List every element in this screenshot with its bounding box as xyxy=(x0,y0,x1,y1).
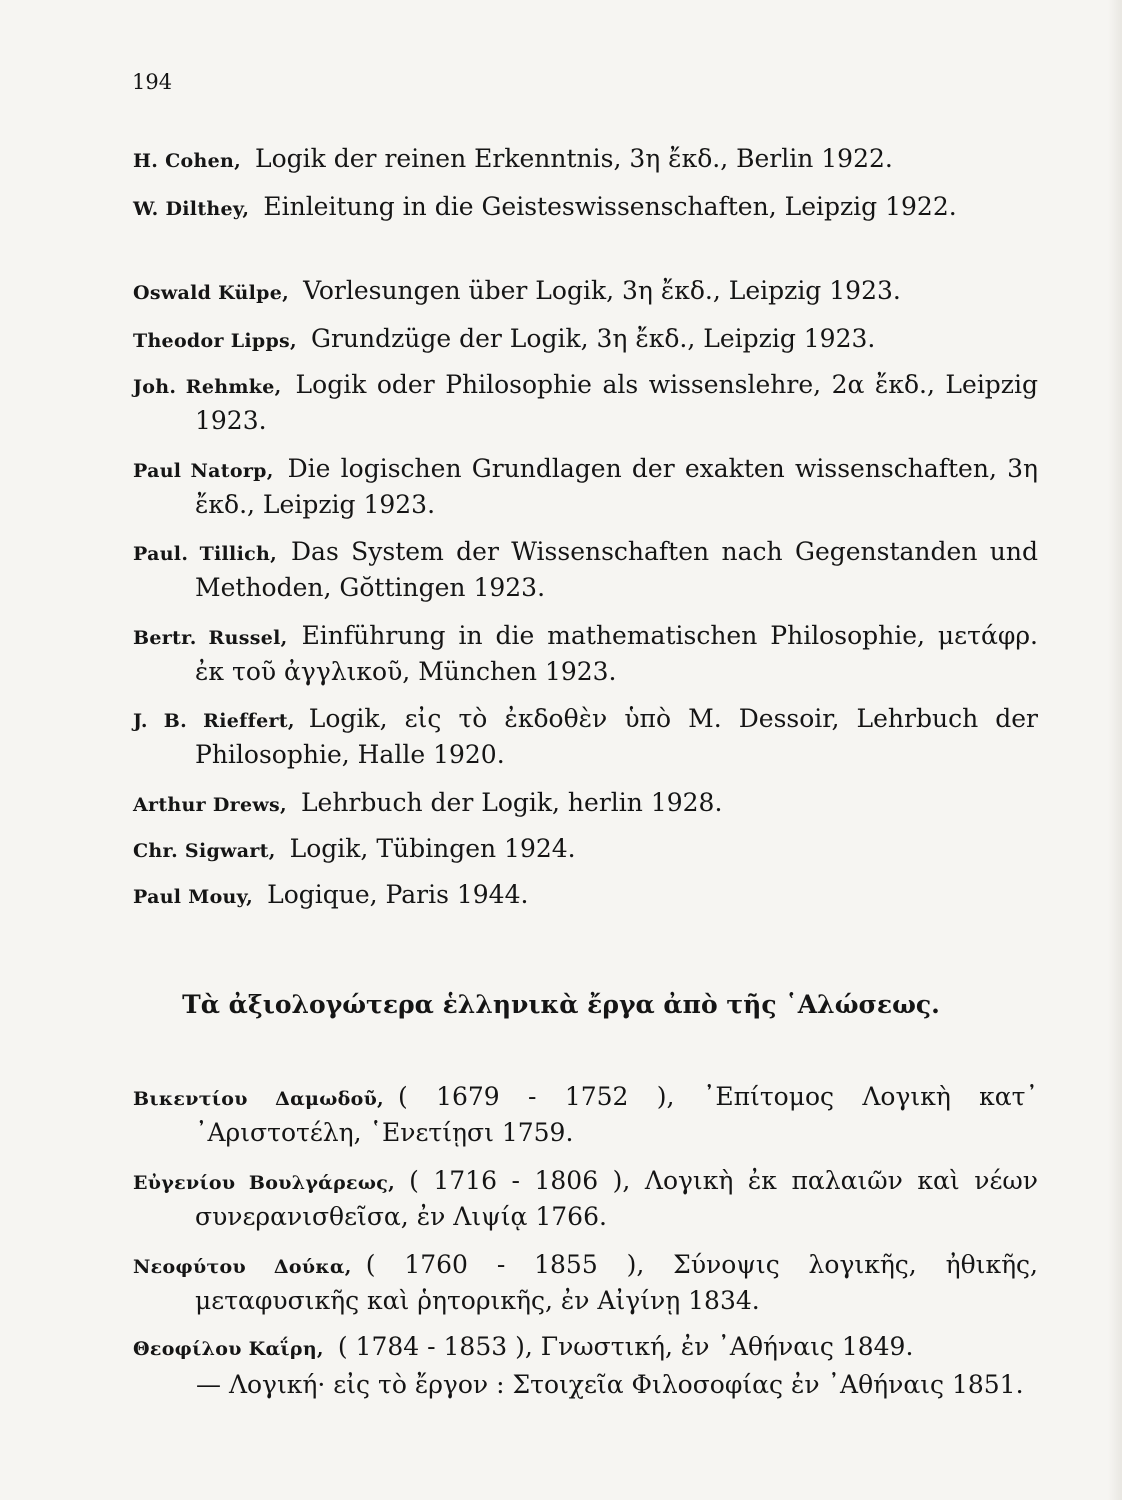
entry-author: Εὐγενίου Βουλγάρεως, xyxy=(133,1172,396,1194)
section-heading: Τὰ ἀξιολογώτερα ἑλληνικὰ ἔργα ἀπὸ τῆς ῾Αλώσεως. xyxy=(182,990,940,1019)
bibliography-entry xyxy=(133,619,1038,689)
bibliography-entry xyxy=(133,832,1038,868)
bibliography-entry xyxy=(133,274,1038,310)
entry-text: Logique, Paris 1944. xyxy=(267,880,529,909)
entry-author: J. B. Rieffert, xyxy=(133,710,295,732)
entry-author: Joh. Rehmke, xyxy=(133,376,282,398)
entry-text: ( 1760 - 1855 ), Σύνοψις λογικῆς, ἠθικῆς, μεταφυσικῆς καὶ ῥητορικῆς, ἐν Αἰγίνῃ 1834. xyxy=(195,1250,1038,1315)
entry-text: Grundzüge der Logik, 3η ἔκδ., Leipzig 1923. xyxy=(310,324,876,353)
bibliography-entry xyxy=(133,786,1038,822)
entry-author: Paul Mouy, xyxy=(133,886,254,908)
entry-text: Logik der reinen Erkenntnis, 3η ἔκδ., Berlin 1922. xyxy=(255,144,893,173)
entry-text: Das System der Wissenschaften nach Gegenstanden und Methoden, Gŏttingen 1923. xyxy=(195,537,1039,602)
entry-text: Einführung in die mathematischen Philosophie, μετάφρ. ἐκ τοῦ ἀγγλικοῦ, München 1923. xyxy=(195,621,1038,686)
bibliography-entry xyxy=(133,702,1038,772)
entry-text: Lehrbuch der Logik, herlin 1928. xyxy=(300,788,723,817)
entry-text: Die logischen Grundlagen der exakten wissenschaften, 3η ἔκδ., Leipzig 1923. xyxy=(195,454,1038,519)
entry-text: Logik, εἰς τὸ ἐκδοθὲν ὑπὸ M. Dessoir, Lehrbuch der Philosophie, Halle 1920. xyxy=(195,704,1039,769)
entry-author: W. Dilthey, xyxy=(133,198,250,220)
page-edge-shadow xyxy=(1108,0,1122,1500)
entry-text: ( 1716 - 1806 ), Λογικὴ ἐκ παλαιῶν καὶ νέων συνερανισθεῖσα, ἐν Λιψίᾳ 1766. xyxy=(195,1166,1038,1231)
bibliography-entry xyxy=(133,190,1038,226)
bibliography-entry xyxy=(133,535,1038,605)
entry-author: Paul Natorp, xyxy=(133,460,274,482)
entry-author: Νεοφύτου Δούκα, xyxy=(133,1256,352,1278)
bibliography-entry xyxy=(133,142,1038,178)
sub-entry-line: — Λογική· εἰς τὸ ἔργον : Στοιχεῖα Φιλοσοφίας ἐν ᾿Αθήναις 1851. xyxy=(196,1370,1024,1399)
entry-author: Theodor Lipps, xyxy=(133,330,297,352)
entry-text: Logik, Tübingen 1924. xyxy=(289,834,576,863)
bibliography-entry xyxy=(133,1248,1038,1318)
entry-author: Θεοφίλου Καΐρη, xyxy=(133,1338,324,1360)
bibliography-entry xyxy=(133,878,1038,914)
entry-text: Vorlesungen über Logik, 3η ἔκδ., Leipzig 1923. xyxy=(303,276,901,305)
entry-author: Paul. Tillich, xyxy=(133,543,277,565)
entry-author: Βικεντίου Δαμωδοῦ, xyxy=(133,1088,384,1110)
entry-text: Einleitung in die Geisteswissenschaften, Leipzig 1922. xyxy=(263,192,957,221)
entry-author: Arthur Drews, xyxy=(133,794,287,816)
bibliography-entry xyxy=(133,1330,1038,1366)
entry-text: Logik oder Philosophie als wissenslehre, 2α ἔκδ., Leipzig 1923. xyxy=(195,370,1038,435)
bibliography-entry xyxy=(133,1080,1038,1150)
entry-text: ( 1784 - 1853 ), Γνωστική, ἐν ᾿Αθήναις 1849. xyxy=(337,1332,914,1361)
bibliography-entry xyxy=(133,368,1038,438)
entry-author: Chr. Sigwart, xyxy=(133,840,276,862)
entry-text: ( 1679 - 1752 ), ᾿Επίτομος Λογικὴ κατ᾿ ᾿Αριστοτέλη, ῾Ενετίῃσι 1759. xyxy=(195,1082,1038,1147)
bibliography-entry xyxy=(133,1164,1038,1234)
entry-author: Oswald Külpe, xyxy=(133,282,290,304)
entry-author: Bertr. Russel, xyxy=(133,627,288,649)
bibliography-entry xyxy=(133,452,1038,522)
bibliography-entry xyxy=(133,322,1038,358)
entry-author: H. Cohen, xyxy=(133,150,242,172)
page-number: 194 xyxy=(132,70,173,94)
